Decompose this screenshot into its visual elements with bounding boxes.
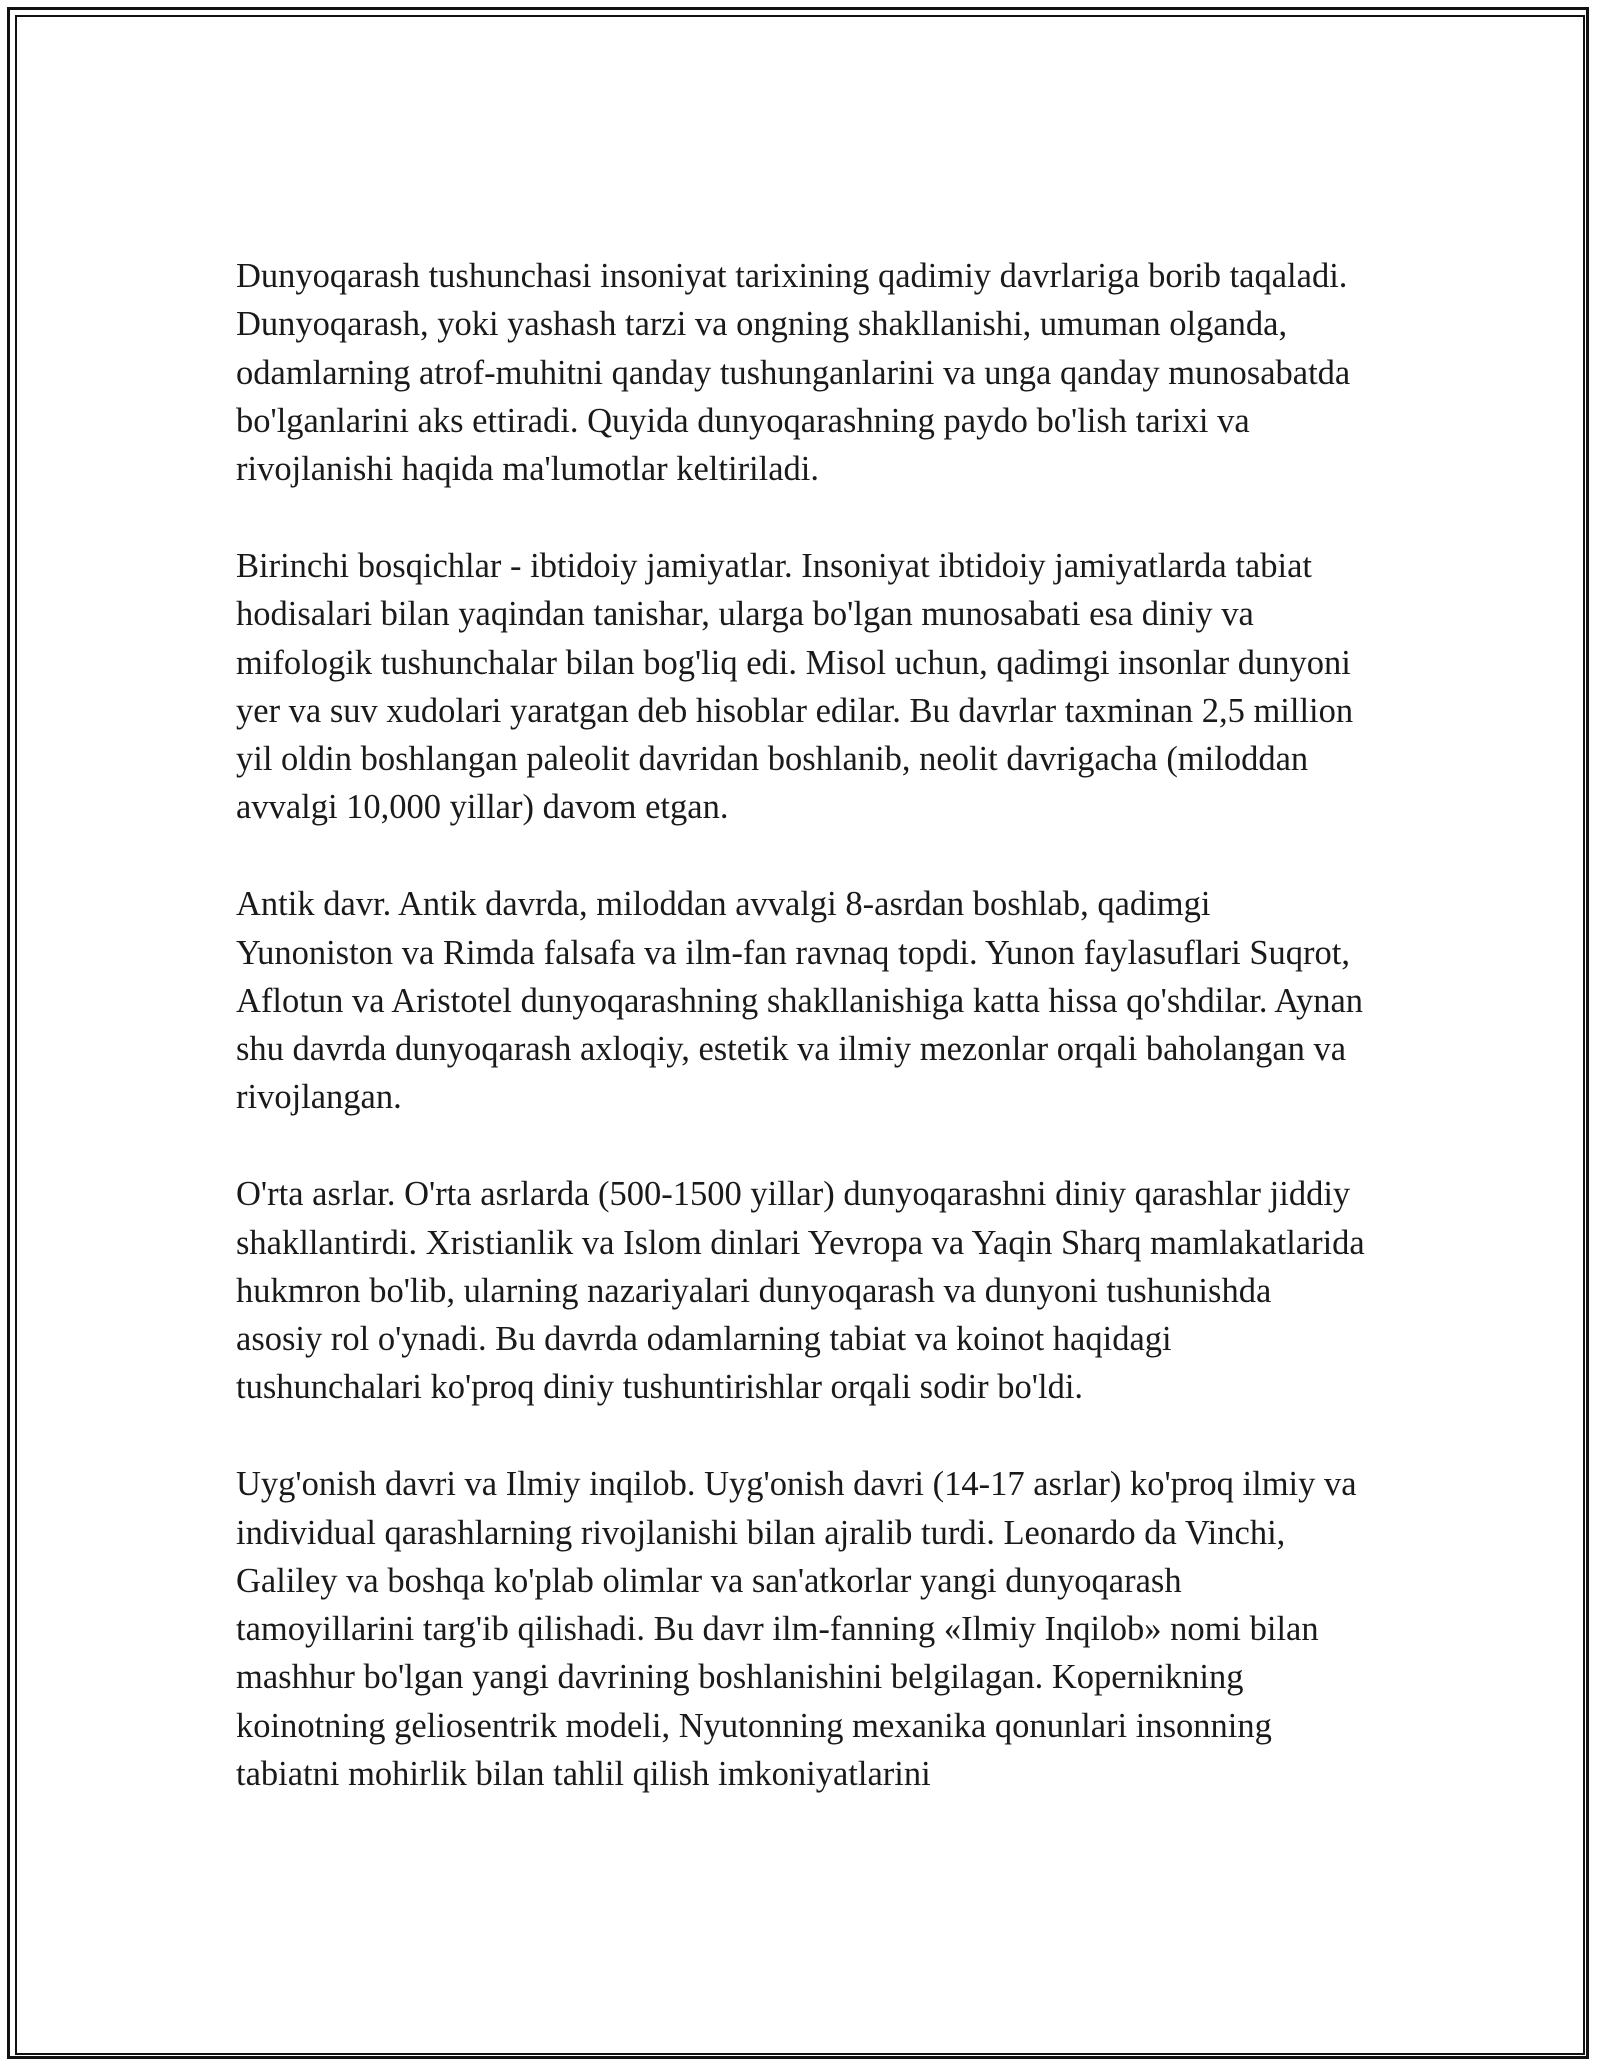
paragraph: O'rta asrlar. O'rta asrlarda (500-1500 yillar) dunyoqarashni diniy qarashlar jiddiy shakllantirdi. Xristianlik va Islom dinlari Yevropa va Yaqin Sharq mamlakatlarida hukmron bo'lib, ularning nazariyalari dunyoqarash va dunyoni tushunishda asosiy rol o'ynadi. Bu davrda odamlarning tabiat va koinot haqidagi tushunchalari ko'proq diniy tushuntirishlar orqali sodir bo'ldi. (236, 1175, 1365, 1407)
paragraph: Dunyoqarash tushunchasi insoniyat tarixining qadimiy davrlariga borib taqaladi. Dunyoqarash, yoki yashash tarzi va ongning shakllanishi, umuman olganda, odamlarning atrof-muhitni qanday tushunganlarini va unga qanday munosabatda bo'lganlarini aks ettiradi. Quyida dunyoqarashning paydo bo'lish tarixi va rivojlanishi haqida ma'lumotlar keltiriladi. (236, 257, 1351, 489)
paragraph: Uyg'onish davri va Ilmiy inqilob. Uyg'onish davri (14-17 asrlar) ko'proq ilmiy va individual qarashlarning rivojlanishi bilan ajralib turdi. Leonardo da Vinchi, Galiley va boshqa ko'plab olimlar va san'atkorlar yangi dunyoqarash tamoyillarini targ'ib qilishadi. Bu davr ilm-fanning «Ilmiy Inqilob» nomi bilan mashhur bo'lgan yangi davrining boshlanishini belgilagan. Kopernikning koinotning geliosentrik modeli, Nyutonning mexanika qonunlari insonning tabiatni mohirlik bilan tahlil qilish imkoniyatlarini (236, 1465, 1357, 1794)
document-body (236, 252, 1366, 1847)
paragraph: Antik davr. Antik davrda, miloddan avvalgi 8-asrdan boshlab, qadimgi Yunoniston va Rimda falsafa va ilm-fan ravnaq topdi. Yunon faylasuflari Suqrot, Aflotun va Aristotel dunyoqarashning shakllanishiga katta hissa qo'shdilar. Aynan shu davrda dunyoqarash axloqiy, estetik va ilmiy mezonlar orqali baholangan va rivojlangan. (236, 885, 1364, 1117)
paragraph: Birinchi bosqichlar - ibtidoiy jamiyatlar. Insoniyat ibtidoiy jamiyatlarda tabiat hodisalari bilan yaqindan tanishar, ularga bo'lgan munosabati esa diniy va mifologik tushunchalar bilan bog'liq edi. Misol uchun, qadimgi insonlar dunyoni yer va suv xudolari yaratgan deb hisoblar edilar. Bu davrlar taxminan 2,5 million yil oldin boshlangan paleolit davridan boshlanib, neolit davrigacha (miloddan avvalgi 10,000 yillar) davom etgan. (236, 546, 1354, 827)
